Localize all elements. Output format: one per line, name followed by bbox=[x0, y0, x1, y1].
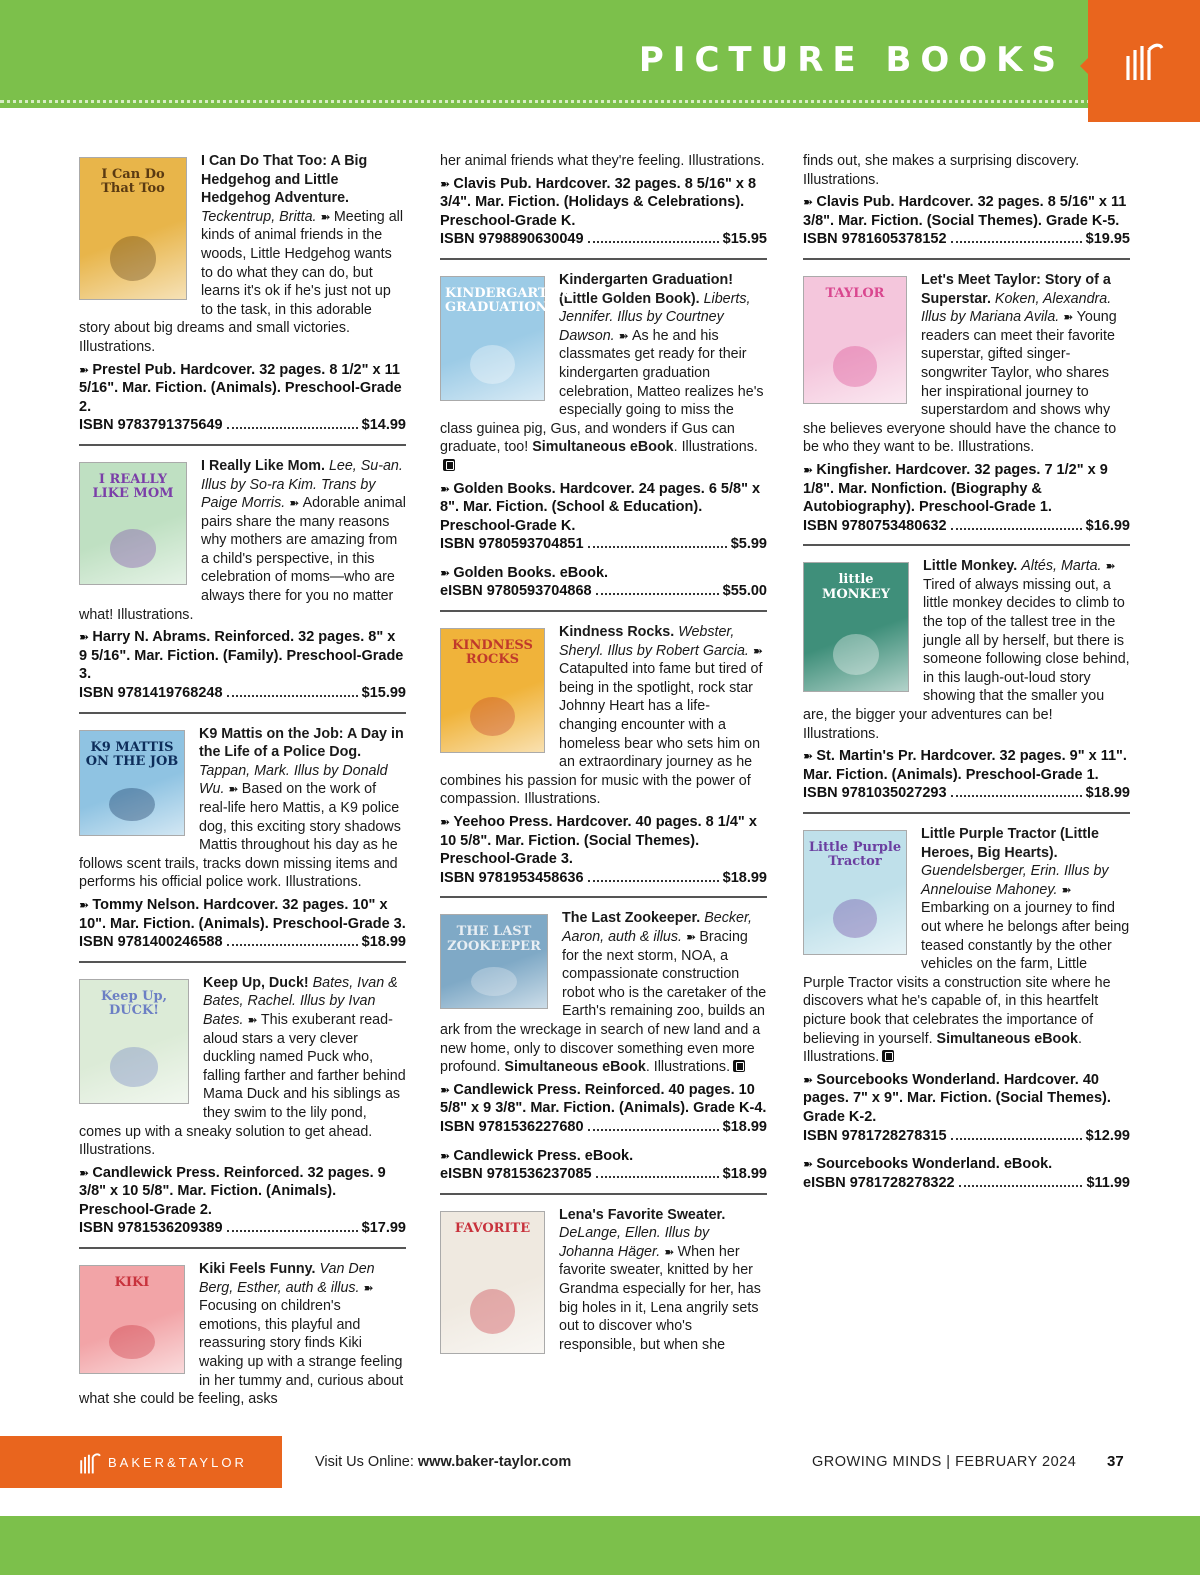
book-description: Young readers can meet their favorite superstar, gifted singer-songwriter Taylor, who shares her inspirational journey to superstardom and shows why she believes everyone should have the chance to be who they want to be. Illustrations. bbox=[803, 309, 1117, 456]
publication-details: Candlewick Press. Reinforced. 32 pages. 9 3/8" x 10 5/8". Mar. Fiction. (Animals). Preschool-Grade 2. bbox=[79, 1164, 386, 1218]
book-publication-info bbox=[79, 361, 406, 417]
column-2 bbox=[440, 152, 767, 1374]
arrow-icon: ➽ bbox=[1061, 882, 1072, 897]
price: $16.99 bbox=[1085, 517, 1130, 534]
book-author: Becker, Aaron, auth & illus. bbox=[562, 910, 752, 945]
publication-details: Candlewick Press. Reinforced. 40 pages. 10 5/8" x 9 3/8". Mar. Fiction. (Animals). Grade K-4. bbox=[440, 1081, 767, 1117]
dot-leader bbox=[588, 880, 719, 882]
cover-illustration bbox=[470, 1289, 515, 1334]
section-title: PICTURE BOOKS bbox=[638, 40, 1065, 80]
book-author: Liberts, Jennifer. Illus by Courtney Dawson. bbox=[559, 290, 751, 344]
book-cover-image[interactable] bbox=[79, 730, 185, 836]
cover-illustration bbox=[833, 346, 878, 386]
cover-illustration bbox=[110, 529, 157, 568]
book-publication-info bbox=[79, 628, 406, 684]
arrow-icon: ➽ bbox=[803, 195, 817, 210]
book-cover-image[interactable] bbox=[440, 628, 545, 753]
book-title[interactable]: Kindness Rocks. bbox=[559, 624, 675, 641]
ebook-publication-info bbox=[803, 1155, 1130, 1174]
book-publication-info bbox=[803, 747, 1130, 784]
ebook-edition bbox=[440, 564, 767, 601]
cover-title-text: FAVORITE bbox=[454, 1220, 531, 1236]
book-description: Catapulted into fame but tired of being in the spotlight, rock star Johnny Heart has a life-changing encounter with a homeless bear who sets him on an extraordinary journey as he combines his passion for music with the power of compassion. Illustrations. bbox=[440, 661, 763, 808]
isbn-price-line bbox=[79, 416, 406, 435]
book-description: Focusing on children's emotions, this playful and reassuring story finds Kiki waking up with a strange feeling in her tummy and, curious about what she could be feeling, asks bbox=[79, 1298, 404, 1408]
arrow-icon: ➽ bbox=[289, 496, 303, 511]
publication-details: Sourcebooks Wonderland. Hardcover. 40 pages. 7" x 9". Mar. Fiction. (Social Themes). Grade K-2. bbox=[803, 1071, 1111, 1125]
arrow-icon: ➽ bbox=[440, 176, 454, 191]
isbn-price-line bbox=[440, 869, 767, 888]
book-title[interactable]: Little Monkey. bbox=[923, 558, 1018, 575]
description-tail: . Illustrations. bbox=[673, 439, 758, 456]
book-entry bbox=[79, 725, 406, 963]
section-tab bbox=[1088, 0, 1200, 122]
book-author: DeLange, Ellen. Illus by Johanna Häger. bbox=[559, 1225, 710, 1260]
dot-leader bbox=[227, 944, 358, 946]
book-cover-image[interactable] bbox=[79, 979, 189, 1104]
eisbn[interactable]: eISBN 9781536237085 bbox=[440, 1166, 592, 1183]
book-description: Adorable animal pairs share the many reasons why mothers are amazing from a child's perspective, in this celebration of moms—who are always there for you no matter what! Illustrations. bbox=[79, 495, 406, 623]
isbn-price-line bbox=[440, 230, 767, 249]
isbn-price-line bbox=[803, 230, 1130, 249]
arrow-icon: ➽ bbox=[79, 1165, 93, 1180]
continued-description: her animal friends what they're feeling. Illustrations. bbox=[440, 153, 765, 169]
book-entry bbox=[803, 557, 1130, 814]
book-author: Koken, Alexandra. Illus by Mariana Avila. bbox=[921, 290, 1112, 326]
book-cover-image[interactable] bbox=[79, 462, 187, 585]
ebook-price: $11.99 bbox=[1086, 1174, 1130, 1191]
cover-title-text: I REALLY LIKE MOM bbox=[92, 471, 174, 502]
book-description: This exuberant read-aloud stars a very clever duckling named Puck who, falling farther and farther behind Mama Duck and his siblings as they swim to the lily pond, comes up with a sneaky solution to get ahead. Illustrations. bbox=[79, 1011, 406, 1159]
arrow-icon: ➽ bbox=[440, 1148, 454, 1163]
book-title[interactable]: Kiki Feels Funny. bbox=[199, 1261, 316, 1278]
book-title[interactable]: The Last Zookeeper. bbox=[562, 910, 701, 927]
book-entry bbox=[803, 825, 1130, 1201]
arrow-icon: ➽ bbox=[247, 1012, 261, 1027]
arrow-icon: ➽ bbox=[803, 1072, 817, 1087]
publication-details: Yeehoo Press. Hardcover. 40 pages. 8 1/4" x 10 5/8". Mar. Fiction. (Social Themes). Preschool-Grade 3. bbox=[440, 814, 757, 868]
isbn[interactable]: ISBN 9783791375649 bbox=[79, 417, 223, 434]
book-publication-info bbox=[803, 461, 1130, 517]
arrow-icon: ➽ bbox=[686, 929, 700, 944]
price: $18.99 bbox=[722, 1118, 767, 1135]
book-description: Embarking on a journey to find out where he belongs after being teased constantly by the other vehicles on the farm, Little Purple Tractor visits a construction site where he discovers what he's capable of, in this heartfelt picture book that celebrates the importance of believing in yourself. bbox=[803, 900, 1130, 1047]
arrow-icon: ➽ bbox=[440, 1082, 454, 1097]
bottom-green-band bbox=[0, 1516, 1200, 1575]
book-entry bbox=[803, 271, 1130, 546]
book-entry bbox=[440, 909, 767, 1194]
cover-illustration bbox=[109, 788, 155, 821]
book-author: Altés, Marta. bbox=[1021, 558, 1102, 575]
book-title[interactable]: Kindergarten Graduation! (Little Golden Book). bbox=[559, 271, 733, 307]
arrow-icon: ➽ bbox=[79, 362, 93, 377]
dot-leader bbox=[951, 1138, 1082, 1140]
footer-brand-block bbox=[0, 1436, 282, 1488]
book-title[interactable]: I Really Like Mom. bbox=[201, 457, 325, 474]
baker-taylor-logo-icon bbox=[1124, 40, 1164, 82]
book-title[interactable]: K9 Mattis on the Job: A Day in the Life of a Police Dog. bbox=[199, 725, 404, 761]
cover-title-text: KINDNESS ROCKS bbox=[452, 638, 533, 668]
book-description: As he and his classmates get ready for their kindergarten graduation celebration, Matteo realizes he's especially going to miss the class guinea pig, Gus, and wonders if Gus can graduate, too! bbox=[440, 327, 764, 456]
ebook-details: Sourcebooks Wonderland. eBook. bbox=[816, 1156, 1053, 1173]
book-publication-info bbox=[440, 813, 767, 869]
arrow-icon: ➽ bbox=[440, 481, 454, 496]
book-cover-image[interactable] bbox=[79, 1265, 185, 1374]
arrow-icon: ➽ bbox=[363, 1280, 374, 1295]
book-description: Bracing for the next storm, NOA, a compassionate construction robot who is the caretaker of the Earth's remaining zoo, builds an ark from the wreckage in search of new land and a new home, only to discover something even more profound. bbox=[440, 928, 767, 1076]
book-entry bbox=[79, 152, 406, 446]
dot-leader bbox=[959, 1185, 1083, 1187]
isbn[interactable]: ISBN 9781953458636 bbox=[440, 869, 584, 886]
arrow-icon: ➽ bbox=[228, 782, 242, 797]
ebook-publication-info bbox=[440, 1147, 767, 1166]
isbn[interactable]: ISBN 9798890630049 bbox=[440, 231, 584, 248]
ebook-icon bbox=[882, 1050, 894, 1062]
price: $14.99 bbox=[361, 417, 406, 434]
continued-description: finds out, she makes a surprising discovery. Illustrations. bbox=[803, 153, 1080, 188]
simultaneous-ebook-label: Simultaneous eBook bbox=[532, 439, 674, 456]
book-publication-info bbox=[79, 896, 406, 933]
book-cover-image[interactable] bbox=[803, 830, 907, 955]
ebook-icon bbox=[733, 1060, 745, 1072]
book-title[interactable]: Lena's Favorite Sweater. bbox=[559, 1206, 726, 1223]
column-3 bbox=[803, 152, 1130, 1212]
book-description: Based on the work of real-life hero Mattis, a K9 police dog, this exciting story shadows Mattis throughout his day as he follows scent trails, tracks down missing items and performs his official police work. Illustrations. bbox=[79, 781, 401, 891]
cover-title-text: little MONKEY bbox=[821, 572, 891, 602]
description-tail: . Illustrations. bbox=[803, 1030, 1082, 1066]
book-description: Tired of always missing out, a little monkey decides to climb to the top of the tallest tree in the jungle all by herself, but there is someone following close behind, in this laugh-out-loud story showing that the smaller you are, the bigger your adventures can be! Illustrations. bbox=[803, 576, 1130, 742]
book-publication-info bbox=[440, 480, 767, 536]
cover-title-text: Keep Up, DUCK! bbox=[100, 988, 168, 1019]
cover-illustration bbox=[471, 967, 518, 997]
price: $12.99 bbox=[1085, 1127, 1130, 1144]
price: $19.95 bbox=[1085, 231, 1130, 248]
cover-title-text: Little Purple Tractor bbox=[808, 840, 902, 870]
cover-title-text: THE LAST ZOOKEEPER bbox=[447, 924, 541, 954]
footer-logo-icon bbox=[79, 1451, 101, 1475]
arrow-icon: ➽ bbox=[664, 1244, 678, 1259]
book-publication-info bbox=[803, 1071, 1130, 1127]
isbn-price-line bbox=[803, 517, 1130, 536]
isbn-price-line bbox=[440, 1118, 767, 1137]
cover-title-text: K9 MATTIS ON THE JOB bbox=[85, 739, 179, 769]
book-entry bbox=[79, 1260, 406, 1418]
book-title[interactable]: Let's Meet Taylor: Story of a Superstar. bbox=[921, 271, 1111, 307]
simultaneous-ebook-label: Simultaneous eBook bbox=[936, 1030, 1078, 1047]
book-description: Meeting all kinds of animal friends in the woods, Little Hedgehog wants to do what they can do, but learns it's ok if he's just not up to the task, in this adorable story about big dreams and small victories. Illustrations. bbox=[79, 208, 404, 355]
isbn-price-line bbox=[79, 1219, 406, 1238]
isbn[interactable]: ISBN 9781536227680 bbox=[440, 1118, 584, 1135]
simultaneous-ebook-label: Simultaneous eBook bbox=[504, 1059, 646, 1076]
isbn[interactable]: ISBN 9781035027293 bbox=[803, 785, 947, 802]
footer-brand-name: BAKER&TAYLOR bbox=[108, 1455, 247, 1470]
isbn-price-line bbox=[803, 1127, 1130, 1146]
eisbn-price-line bbox=[440, 1165, 767, 1184]
book-description: When her favorite sweater, knitted by her Grandma especially for her, has big holes in it, Lena angrily sets out to discover who's responsible, but when she bbox=[559, 1243, 761, 1353]
isbn-price-line bbox=[440, 535, 767, 554]
book-title[interactable]: Keep Up, Duck! bbox=[203, 974, 309, 991]
price: $18.99 bbox=[1085, 785, 1130, 802]
book-entry bbox=[440, 271, 767, 612]
dot-leader bbox=[951, 528, 1082, 530]
arrow-icon: ➽ bbox=[803, 462, 817, 477]
book-publication-info bbox=[803, 193, 1130, 230]
book-entry bbox=[79, 457, 406, 714]
ebook-details: Candlewick Press. eBook. bbox=[453, 1147, 634, 1164]
book-publication-info bbox=[79, 1164, 406, 1220]
cover-title-text: I Can Do That Too bbox=[101, 167, 165, 197]
book-cover-image[interactable] bbox=[79, 157, 187, 300]
arrow-icon: ➽ bbox=[440, 815, 454, 829]
dot-leader bbox=[596, 1176, 719, 1178]
arrow-icon: ➽ bbox=[79, 630, 93, 645]
ebook-price: $18.99 bbox=[722, 1166, 767, 1183]
book-title[interactable]: Little Purple Tractor (Little Heroes, Big Hearts). bbox=[921, 826, 1099, 861]
book-author: Tappan, Mark. Illus by Donald Wu. bbox=[199, 762, 388, 798]
cover-illustration bbox=[833, 899, 878, 938]
publication-details: Kingfisher. Hardcover. 32 pages. 7 1/2" x 9 1/8". Mar. Nonfiction. (Biography & Autobiography). Preschool-Grade 1. bbox=[803, 461, 1108, 516]
eisbn-price-line bbox=[803, 1174, 1130, 1193]
isbn[interactable]: ISBN 9780593704851 bbox=[440, 536, 584, 553]
book-description-block bbox=[440, 152, 767, 171]
eisbn-price-line bbox=[440, 582, 767, 601]
page-number: 37 bbox=[1107, 1453, 1124, 1470]
book-author: Bates, Ivan & Bates, Rachel. Illus by Ivan Bates. bbox=[203, 974, 398, 1028]
description-tail: . Illustrations. bbox=[645, 1059, 731, 1076]
publication-details: Tommy Nelson. Hardcover. 32 pages. 10" x 10". Mar. Fiction. (Animals). Preschool-Grade 3. bbox=[79, 896, 406, 932]
isbn-price-line bbox=[803, 784, 1130, 803]
dot-leader bbox=[588, 1129, 719, 1131]
publication-details: Golden Books. Hardcover. 24 pages. 6 5/8" x 8". Mar. Fiction. (School & Education). Preschool-Grade K. bbox=[440, 480, 761, 534]
arrow-icon: ➽ bbox=[1105, 559, 1116, 574]
magazine-issue: GROWING MINDS | FEBRUARY 2024 bbox=[812, 1454, 1077, 1470]
publication-details: Clavis Pub. Hardcover. 32 pages. 8 5/16" x 8 3/4". Mar. Fiction. (Holidays & Celebrations). Preschool-Grade K. bbox=[440, 175, 757, 229]
cover-illustration bbox=[833, 634, 879, 675]
publication-details: Prestel Pub. Hardcover. 32 pages. 8 1/2" x 11 5/16". Mar. Fiction. (Animals). Preschool-Grade 2. bbox=[79, 361, 402, 415]
book-author: Guendelsberger, Erin. Illus by Annelouise Mahoney. bbox=[921, 863, 1109, 898]
footer bbox=[0, 1436, 1200, 1492]
isbn-price-line bbox=[79, 684, 406, 703]
book-author: Van Den Berg, Esther, auth & illus. bbox=[199, 1261, 375, 1296]
book-author: Webster, Sheryl. Illus by Robert Garcia. bbox=[559, 624, 749, 659]
book-cover-image[interactable] bbox=[803, 276, 907, 404]
eisbn[interactable]: eISBN 9781728278322 bbox=[803, 1174, 955, 1191]
ebook-publication-info bbox=[440, 564, 767, 583]
book-entry bbox=[440, 1206, 767, 1364]
footer-visit bbox=[315, 1454, 571, 1470]
dot-leader bbox=[588, 546, 727, 548]
publication-details: Harry N. Abrams. Reinforced. 32 pages. 8" x 9 5/16". Mar. Fiction. (Family). Preschool-Grade 3. bbox=[79, 629, 404, 683]
book-cover-image[interactable] bbox=[440, 914, 548, 1009]
cover-illustration bbox=[110, 1047, 158, 1086]
isbn[interactable]: ISBN 9781536209389 bbox=[79, 1220, 223, 1237]
ebook-edition bbox=[803, 1155, 1130, 1192]
dot-leader bbox=[951, 795, 1082, 797]
cover-title-text: TAYLOR bbox=[825, 285, 885, 301]
book-title[interactable]: I Can Do That Too: A Big Hedgehog and Little Hedgehog Adventure. bbox=[201, 153, 368, 207]
dot-leader bbox=[227, 1230, 358, 1232]
ebook-price: $55.00 bbox=[722, 583, 767, 600]
book-author: Teckentrup, Britta. bbox=[201, 208, 317, 225]
isbn[interactable]: ISBN 9781400246588 bbox=[79, 934, 223, 951]
arrow-icon: ➽ bbox=[803, 1157, 817, 1172]
arrow-icon: ➽ bbox=[803, 749, 817, 764]
price: $15.95 bbox=[722, 231, 767, 248]
isbn-price-line bbox=[79, 933, 406, 952]
cover-title-text: KINDERGARTEN GRADUATION! bbox=[445, 285, 570, 316]
isbn[interactable]: ISBN 9780753480632 bbox=[803, 517, 947, 534]
book-cover-image[interactable] bbox=[440, 276, 570, 401]
publication-details: St. Martin's Pr. Hardcover. 32 pages. 9" x 11". Mar. Fiction. (Animals). Preschool-Grade 1. bbox=[803, 748, 1127, 783]
dot-leader bbox=[227, 695, 358, 697]
price: $15.99 bbox=[361, 685, 406, 702]
ebook-edition bbox=[440, 1147, 767, 1184]
arrow-icon: ➽ bbox=[79, 897, 93, 912]
isbn[interactable]: ISBN 9781419768248 bbox=[79, 685, 223, 702]
arrow-icon: ➽ bbox=[440, 565, 454, 580]
book-publication-info bbox=[440, 1081, 767, 1118]
website-link[interactable]: www.baker-taylor.com bbox=[417, 1454, 572, 1470]
arrow-icon: ➽ bbox=[752, 643, 763, 658]
eisbn[interactable]: eISBN 9780593704868 bbox=[440, 583, 592, 600]
ebook-icon bbox=[443, 459, 455, 471]
arrow-icon: ➽ bbox=[618, 328, 632, 343]
isbn[interactable]: ISBN 9781605378152 bbox=[803, 231, 947, 248]
cover-title-text: KIKI bbox=[114, 1275, 150, 1291]
dot-leader bbox=[596, 593, 719, 595]
arrow-icon: ➽ bbox=[1063, 310, 1077, 325]
cover-illustration bbox=[109, 1325, 155, 1359]
book-cover-image[interactable] bbox=[803, 562, 909, 692]
book-entry bbox=[79, 974, 406, 1249]
dot-leader bbox=[588, 241, 719, 243]
price: $17.99 bbox=[361, 1220, 406, 1237]
book-cover-image[interactable] bbox=[440, 1211, 545, 1354]
header-banner bbox=[0, 0, 1200, 108]
book-publication-info bbox=[440, 175, 767, 231]
dot-leader bbox=[951, 241, 1082, 243]
visit-label: Visit Us Online: bbox=[315, 1454, 414, 1470]
arrow-icon: ➽ bbox=[320, 209, 334, 224]
column-1 bbox=[79, 152, 406, 1429]
isbn[interactable]: ISBN 9781728278315 bbox=[803, 1127, 947, 1144]
cover-illustration bbox=[470, 345, 515, 384]
book-entry bbox=[440, 623, 767, 898]
price: $18.99 bbox=[361, 934, 406, 951]
book-entry bbox=[440, 152, 767, 260]
cover-illustration bbox=[110, 236, 157, 281]
book-description-block bbox=[803, 152, 1130, 189]
ebook-details: Golden Books. eBook. bbox=[453, 564, 609, 581]
price: $5.99 bbox=[730, 536, 767, 553]
dot-leader bbox=[227, 427, 358, 429]
book-author: Lee, Su-an. Illus by So-ra Kim. Trans by Paige Morris. bbox=[201, 457, 403, 512]
price: $18.99 bbox=[722, 869, 767, 886]
publication-details: Clavis Pub. Hardcover. 32 pages. 8 5/16" x 11 3/8". Mar. Fiction. (Social Themes). Grade K-5. bbox=[803, 194, 1127, 229]
header-dotted-rule bbox=[0, 100, 1200, 103]
book-entry bbox=[803, 152, 1130, 260]
cover-illustration bbox=[470, 697, 515, 736]
